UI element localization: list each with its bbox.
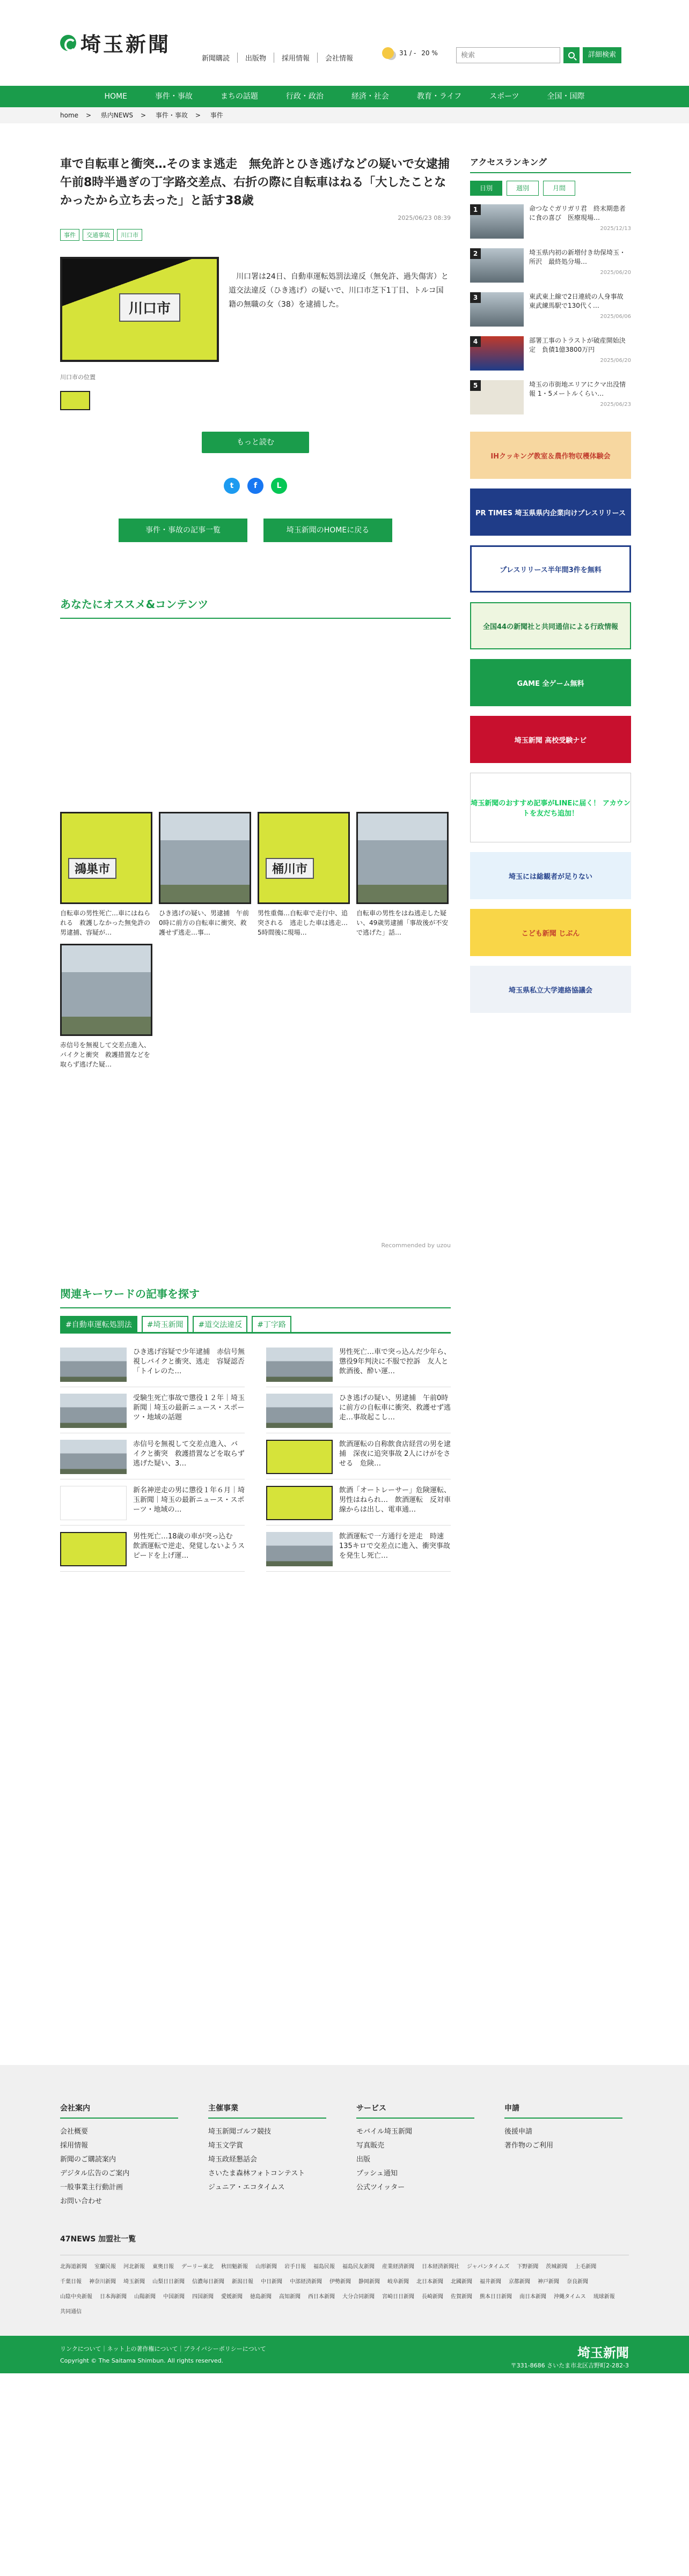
rank-number: 3	[470, 292, 481, 303]
article-column	[60, 156, 462, 1572]
article-title: 車で自転車と衝突…そのまま逃走 無免許とひき逃げなどの疑いで女逮捕 午前8時半過ぎの丁字路交差点、右折の際に自転車はねる「大したことなかったから立ち去った」と話す38歳	[60, 158, 462, 208]
banner-prtimes[interactable]: PR TIMES 埼玉県県内企業向けプレスリリース	[470, 488, 631, 536]
news47-member-link[interactable]: 山梨日日新聞	[152, 2279, 185, 2285]
reco-card-text: 赤信号を無視して交差点進入、バイクと衝突 救護措置などを取らず逃げた疑…	[60, 1041, 151, 1068]
footer-link[interactable]: 埼玉政経懇話会	[208, 2156, 258, 2164]
banner-ih-cooking[interactable]: IHクッキング教室＆農作物収穫体験会	[470, 432, 631, 479]
list-item-image	[266, 1348, 333, 1382]
news47-member-link[interactable]: 西日本新聞	[308, 2294, 335, 2300]
ranking-item[interactable]	[470, 336, 631, 372]
reco-heading: あなたにオススメ&コンテンツ	[60, 596, 451, 619]
list-item-title: 男性死亡…18歳の車が突っ込む 飲酒運転で逆走、発覚しないようスピードを上げ運…	[133, 1533, 245, 1560]
category-list-button[interactable]: 事件・事故の記事一覧	[119, 519, 247, 542]
keyword-article-list	[60, 1341, 451, 1572]
tab-daily[interactable]: 日別	[470, 181, 502, 196]
rank-number: 2	[470, 248, 481, 259]
reco-card[interactable]	[356, 812, 449, 937]
breadcrumb-sep: >	[195, 112, 201, 119]
banner-line[interactable]: 埼玉新聞のおすすめ記事がLINEに届く！ アカウントを友だち追加！	[470, 773, 631, 842]
footer-col-services	[356, 2103, 504, 2209]
nav-national[interactable]: 全国・国際	[547, 92, 585, 101]
banner-game[interactable]: GAME 全ゲーム無料	[470, 659, 631, 706]
list-item-title: 受験生死亡事故で懲役１２年｜埼玉新聞｜埼玉の最新ニュース・スポーツ・地域の話題	[133, 1394, 245, 1422]
list-item-image	[60, 1486, 127, 1520]
list-item[interactable]	[60, 1341, 245, 1387]
news47-member-link[interactable]: 熊本日日新聞	[480, 2294, 512, 2300]
news47-member-link[interactable]: 千葉日報	[60, 2279, 82, 2285]
news47-member-list	[60, 2255, 629, 2320]
news47-member-link[interactable]: 共同通信	[60, 2309, 82, 2315]
reco-card-text: 自転車の男性をはね逃走した疑い、49歳男逮捕「事故後が不安で逃げた」話…	[356, 909, 449, 936]
list-item[interactable]	[266, 1526, 451, 1572]
article-nav-buttons	[60, 519, 451, 542]
article-body	[60, 257, 451, 410]
share-buttons	[60, 478, 451, 494]
weather-sun-icon	[382, 47, 394, 59]
footer-link[interactable]: 写真販売	[356, 2142, 385, 2150]
nav-home[interactable]: HOME	[104, 92, 127, 101]
keyword-tab[interactable]: #自動車運転処罰法	[60, 1316, 137, 1332]
ranking-image	[470, 336, 524, 371]
article-tags	[60, 229, 451, 241]
news47-member-link[interactable]: 四国新聞	[192, 2294, 214, 2300]
image-caption: 川口市の位置	[60, 374, 96, 381]
footer-link[interactable]: プッシュ通知	[356, 2170, 398, 2178]
ranking-title: 東武東上線で2日連続の人身事故 東武練馬駅で130代く…	[529, 293, 630, 309]
nav-town[interactable]: まちの話題	[220, 92, 258, 101]
list-item[interactable]	[60, 1526, 245, 1572]
footer-col-events	[208, 2103, 356, 2209]
ranking-date: 2025/06/20	[600, 270, 631, 276]
footer-link[interactable]: 出版	[356, 2156, 371, 2164]
banner-highschool-navi[interactable]: 埼玉新聞 高校受験ナビ	[470, 716, 631, 763]
news47-member-link[interactable]: 福島民友新聞	[342, 2264, 375, 2270]
logo-text: 埼玉新聞	[80, 32, 171, 56]
weather-rain: 20 %	[421, 49, 438, 57]
top-links	[194, 53, 361, 63]
news47-member-link[interactable]: 福島民報	[313, 2264, 335, 2270]
footer-bar	[0, 2336, 689, 2373]
reco-card[interactable]	[159, 812, 251, 937]
news47-member-link[interactable]: ジャパンタイムズ	[467, 2264, 510, 2270]
news47-member-link[interactable]: 神奈川新聞	[89, 2279, 116, 2285]
footer-link[interactable]: 埼玉文学賞	[208, 2142, 244, 2150]
news47-member-link[interactable]: 中国新聞	[163, 2294, 185, 2300]
keyword-tab[interactable]: #丁字路	[252, 1316, 291, 1332]
footer-col-title: 申請	[504, 2103, 622, 2119]
advanced-search-button[interactable]: 詳細検索	[583, 47, 621, 63]
footer-col-title: サービス	[356, 2103, 474, 2119]
ranking-date: 2025/06/20	[600, 358, 631, 364]
breadcrumb-sep: >	[86, 112, 92, 119]
keyword-heading: 関連キーワードの記事を探す	[60, 1285, 451, 1308]
article-date: 2025/06/23 08:39	[398, 214, 451, 221]
search-input[interactable]	[456, 47, 560, 63]
breadcrumb-category[interactable]: 事件・事故	[155, 112, 188, 119]
news47-member-link[interactable]: 中部経済新聞	[290, 2279, 322, 2285]
nav-incident[interactable]: 事件・事故	[155, 92, 193, 101]
home-button[interactable]: 埼玉新聞のHOMEに戻る	[263, 519, 392, 542]
reco-card-text: ひき逃げの疑い、男逮捕 午前0時に前方の自転車に衝突、救護せず逃走…事…	[159, 909, 250, 936]
footer-link[interactable]: 公式ツイッター	[356, 2183, 405, 2192]
weather-temp: 31 / -	[399, 49, 416, 57]
news47-member-link[interactable]: 奈良新聞	[567, 2279, 588, 2285]
news47-member-link[interactable]: 徳島新聞	[250, 2294, 272, 2300]
tag-incident[interactable]: 事件	[60, 229, 79, 241]
list-item[interactable]	[266, 1341, 451, 1387]
rank-number: 4	[470, 336, 481, 347]
news47-member-link[interactable]: 山形新聞	[255, 2264, 277, 2270]
news47-member-link[interactable]: 北海道新聞	[60, 2264, 87, 2270]
tab-monthly[interactable]: 月間	[543, 181, 575, 196]
list-item-title: 赤信号を無視して交差点進入、バイクと衝突 救護措置などを取らず逃げた疑い、3…	[133, 1440, 245, 1468]
news47-member-link[interactable]: 北日本新聞	[416, 2279, 443, 2285]
twitter-share-icon[interactable]: t	[224, 478, 240, 494]
ranking-item[interactable]	[470, 292, 631, 328]
news47-member-link[interactable]: 静岡新聞	[358, 2279, 380, 2285]
breadcrumb-local[interactable]: 県内NEWS	[100, 112, 133, 119]
footer-link[interactable]: デジタル広告のご案内	[60, 2170, 130, 2178]
list-item-image	[266, 1394, 333, 1428]
news47-member-link[interactable]: 宮崎日日新聞	[382, 2294, 414, 2300]
list-item-title: ひき逃げの疑い、男逮捕 午前0時に前方の自転車に衝突、救護せず逃走…事故起こし…	[339, 1394, 451, 1422]
nav-education[interactable]: 教育・ライフ	[416, 92, 462, 101]
reco-card[interactable]	[60, 812, 152, 937]
list-item[interactable]	[266, 1433, 451, 1479]
list-item-image	[266, 1440, 333, 1474]
keyword-tabs	[60, 1316, 451, 1334]
news47-member-link[interactable]: 神戸新聞	[538, 2279, 559, 2285]
footer-col-title: 会社案内	[60, 2103, 178, 2119]
ranking-date: 2025/06/06	[600, 314, 631, 320]
site-logo[interactable]	[60, 28, 171, 57]
ranking-date: 2025/06/23	[600, 402, 631, 408]
footer-link[interactable]: モバイル埼玉新聞	[356, 2128, 413, 2136]
search-box	[456, 47, 621, 63]
footer-link[interactable]: お問い合わせ	[60, 2197, 102, 2205]
news47-member-link[interactable]: 信濃毎日新聞	[192, 2279, 224, 2285]
footer-col-title: 主催事業	[208, 2103, 326, 2119]
footer-link[interactable]: さいたま森林フォトコンテスト	[208, 2170, 305, 2178]
banner-private-univ[interactable]: 埼玉県私立大学連絡協議会	[470, 966, 631, 1013]
list-item-image	[60, 1532, 127, 1566]
top-link-subscribe[interactable]: 新聞購読	[202, 55, 230, 63]
footer-bottom-links[interactable]: リンクについて｜ネット上の著作権について｜プライバシーポリシーについて	[60, 2345, 266, 2352]
facebook-share-icon[interactable]: f	[247, 478, 263, 494]
footer-link[interactable]: 会社概要	[60, 2128, 89, 2136]
news47-member-link[interactable]: 沖縄タイムス	[554, 2294, 586, 2300]
rank-number: 5	[470, 380, 481, 391]
reco-grid	[60, 812, 451, 1069]
reco-card-text: 男性重傷…自転車で走行中、追突される 逃走した車は逃走…5時間後に現場…	[258, 909, 348, 936]
news47-member-link[interactable]: 秋田魁新報	[221, 2264, 248, 2270]
reco-city-label: 桶川市	[266, 858, 314, 879]
article-map-image[interactable]	[60, 257, 219, 362]
global-nav	[0, 86, 689, 107]
list-item-title: 新名神逆走の男に懲役１年６月｜埼玉新聞｜埼玉の最新ニュース・スポーツ・地域の…	[133, 1486, 245, 1514]
reco-card-text: 自転車の男性死亡…車にはねられる 救護しなかった無免許の男逮捕、容疑が…	[60, 909, 151, 936]
ranking-title: 部署工事のトラストが破産開始決定 負債1億3800万円	[529, 337, 626, 353]
news47-member-link[interactable]: 京都新聞	[509, 2279, 530, 2285]
list-item[interactable]	[60, 1433, 245, 1479]
news47-member-link[interactable]: 岐阜新聞	[387, 2279, 409, 2285]
sidebar	[470, 156, 631, 1572]
news47-member-link[interactable]: 茨城新聞	[546, 2264, 568, 2270]
news47-member-link[interactable]: 岩手日報	[284, 2264, 306, 2270]
ranking-title: 埼玉県内初の新増付き幼保埼玉・所沢 最終処分場…	[529, 249, 626, 265]
ranking-image	[470, 292, 524, 327]
banner-gov-info[interactable]: 全国44の新聞社と共同通信による行政情報	[470, 602, 631, 649]
ranking-tabs	[470, 181, 631, 196]
list-item-image	[60, 1440, 127, 1474]
news47-member-link[interactable]: 南日本新聞	[519, 2294, 546, 2300]
news47-member-link[interactable]: 河北新報	[123, 2264, 145, 2270]
weather-widget[interactable]	[382, 47, 438, 59]
article-lead: 川口署は24日、自動車運転処罰法違反（無免許、過失傷害）と道交法違反（ひき逃げ）の疑いで、川口市芝下1丁目、トルコ国籍の無職の女（38）を逮捕した。	[229, 272, 449, 309]
list-item-title: 飲酒運転の自称飲食店経営の男を逮捕 深夜に追突事故 2人にけがをさせる 危険…	[339, 1440, 451, 1468]
news47-member-link[interactable]: 大分合同新聞	[342, 2294, 375, 2300]
news47-member-link[interactable]: 北國新聞	[451, 2279, 472, 2285]
news47-member-link[interactable]: 高知新聞	[279, 2294, 300, 2300]
ranking-date: 2025/12/13	[600, 226, 631, 232]
rank-number: 1	[470, 204, 481, 215]
news47-member-link[interactable]: 室蘭民報	[94, 2264, 116, 2270]
news47-member-link[interactable]: 産業経済新聞	[382, 2264, 414, 2270]
reco-image	[258, 812, 350, 904]
search-button[interactable]	[563, 47, 580, 63]
news47-member-link[interactable]: 日本経済新聞社	[422, 2264, 459, 2270]
site-footer	[0, 2065, 689, 2373]
ranking-title: 命つなぐガリガリ君 終末期患者に食の喜び 医療現場…	[529, 205, 626, 221]
news47-heading: 47NEWS 加盟社一覧	[60, 2235, 136, 2244]
copyright: Copyright © The Saitama Shimbun. All rights reserved.	[60, 2357, 224, 2364]
list-item-title: 男性死亡…車で突っ込んだ少年ら、懲役9年判決に不服で控訴 友人と飲酒後、酔い運…	[339, 1348, 451, 1375]
breadcrumb-current: 事件	[210, 112, 223, 119]
ranking-image	[470, 380, 524, 414]
ranking-item[interactable]	[470, 248, 631, 284]
tag-traffic[interactable]: 交通事故	[83, 229, 114, 241]
map-city-label: 川口市	[119, 293, 180, 322]
footer-link[interactable]: 一般事業主行動計画	[60, 2183, 123, 2192]
nav-politics[interactable]: 行政・政治	[285, 92, 324, 101]
ranking-item[interactable]	[470, 204, 631, 240]
news47-member-link[interactable]: 山陽新聞	[134, 2294, 156, 2300]
news47-member-link[interactable]: 伊勢新聞	[329, 2279, 351, 2285]
banner-tranbi[interactable]: 埼玉には総観者が足りない	[470, 852, 631, 899]
footer-logo[interactable]: 埼玉新聞	[577, 2345, 629, 2360]
ranking-image	[470, 204, 524, 239]
reco-image	[60, 944, 152, 1036]
news47-member-link[interactable]: 愛媛新聞	[221, 2294, 243, 2300]
reco-card[interactable]	[258, 812, 350, 937]
banner-press-release[interactable]: プレスリリース半年間3件を無料	[470, 545, 631, 593]
tab-weekly[interactable]: 週別	[507, 181, 539, 196]
news47-member-link[interactable]: 東奥日報	[152, 2264, 174, 2270]
reco-image	[60, 812, 152, 904]
list-item[interactable]	[266, 1479, 451, 1526]
list-item[interactable]	[266, 1387, 451, 1433]
list-item-title: ひき逃げ容疑で少年逮捕 赤信号無視しバイクと衝突、逃走 容疑認否「トイレのた…	[133, 1348, 245, 1375]
list-item-title: 飲酒運転で一方通行を逆走 時速135キロで交差点に進入、衝突事故を発生し死亡…	[339, 1533, 450, 1560]
ranking-image	[470, 248, 524, 283]
logo-mark-icon	[60, 35, 76, 51]
top-link-recruit[interactable]: 採用情報	[274, 53, 317, 63]
news47-member-link[interactable]: 上毛新聞	[575, 2264, 597, 2270]
news47-member-link[interactable]: 福井新聞	[480, 2279, 501, 2285]
footer-link[interactable]: 著作物のご利用	[504, 2142, 554, 2150]
recommended-by[interactable]: Recommended by uzou	[381, 1242, 451, 1249]
news47-member-link[interactable]: 下野新聞	[517, 2264, 539, 2270]
list-item-image	[60, 1394, 127, 1428]
list-item-image	[266, 1486, 333, 1520]
footer-link[interactable]: 新聞のご購読案内	[60, 2156, 116, 2164]
search-icon	[568, 52, 575, 58]
top-link-publications[interactable]: 出版物	[237, 53, 274, 63]
footer-col-apply	[504, 2103, 653, 2209]
footer-address: 〒331-8686 さいたま市北区吉野町2-282-3	[510, 2362, 629, 2369]
news47-member-link[interactable]: 日本海新聞	[100, 2294, 127, 2300]
tag-city[interactable]: 川口市	[117, 229, 142, 241]
news47-member-link[interactable]: 長崎新聞	[422, 2294, 443, 2300]
read-more-button[interactable]: もっと読む	[202, 432, 309, 453]
news47-member-link[interactable]: 中日新聞	[261, 2279, 282, 2285]
news47-member-link[interactable]: 埼玉新聞	[123, 2279, 145, 2285]
banner-kids-news[interactable]: こども新聞 じぶん	[470, 909, 631, 956]
keyword-tab[interactable]: #埼玉新聞	[142, 1316, 189, 1332]
footer-link[interactable]: 採用情報	[60, 2142, 89, 2150]
reco-image	[356, 812, 449, 904]
news47-member-link[interactable]: 山陰中央新報	[60, 2294, 92, 2300]
list-item-title: 飲酒「オートレーサー」危険運転、男性はねられ… 飲酒運転 反対車線からは出し、電車通…	[339, 1486, 451, 1514]
breadcrumb-sep: >	[140, 112, 146, 119]
list-item-image	[266, 1532, 333, 1566]
reco-card[interactable]	[60, 944, 152, 1069]
list-item-image	[60, 1348, 127, 1382]
news47-member-link[interactable]: デーリー東北	[181, 2264, 214, 2270]
ranking-title: 埼玉の市街地エリアにクマ出没情報 1・5メートルくらい…	[529, 381, 626, 397]
image-thumbnail[interactable]	[60, 391, 90, 410]
footer-col-company	[60, 2103, 208, 2209]
keyword-tab[interactable]: #道交法違反	[193, 1316, 247, 1332]
site-header	[0, 0, 689, 86]
line-share-icon[interactable]: L	[271, 478, 287, 494]
ranking-item[interactable]	[470, 380, 631, 416]
news47-member-link[interactable]: 新潟日報	[232, 2279, 253, 2285]
breadcrumb-home[interactable]: home	[60, 112, 79, 119]
news47-member-link[interactable]: 佐賀新聞	[451, 2294, 472, 2300]
footer-link[interactable]: 埼玉新聞ゴルフ競技	[208, 2128, 272, 2136]
footer-link[interactable]: ジュニア・エコタイムス	[208, 2183, 285, 2192]
reco-city-label: 鴻巣市	[68, 858, 116, 879]
news47-member-link[interactable]: 琉球新報	[593, 2294, 615, 2300]
reco-image	[159, 812, 251, 904]
list-item[interactable]	[60, 1479, 245, 1526]
nav-sports[interactable]: スポーツ	[489, 92, 519, 101]
breadcrumb	[0, 107, 689, 123]
ranking-heading: アクセスランキング	[470, 156, 631, 173]
footer-link[interactable]: 後援申請	[504, 2128, 533, 2136]
list-item[interactable]	[60, 1387, 245, 1433]
nav-economy[interactable]: 経済・社会	[351, 92, 389, 101]
top-link-company[interactable]: 会社情報	[317, 53, 361, 63]
main-content	[0, 156, 689, 1572]
